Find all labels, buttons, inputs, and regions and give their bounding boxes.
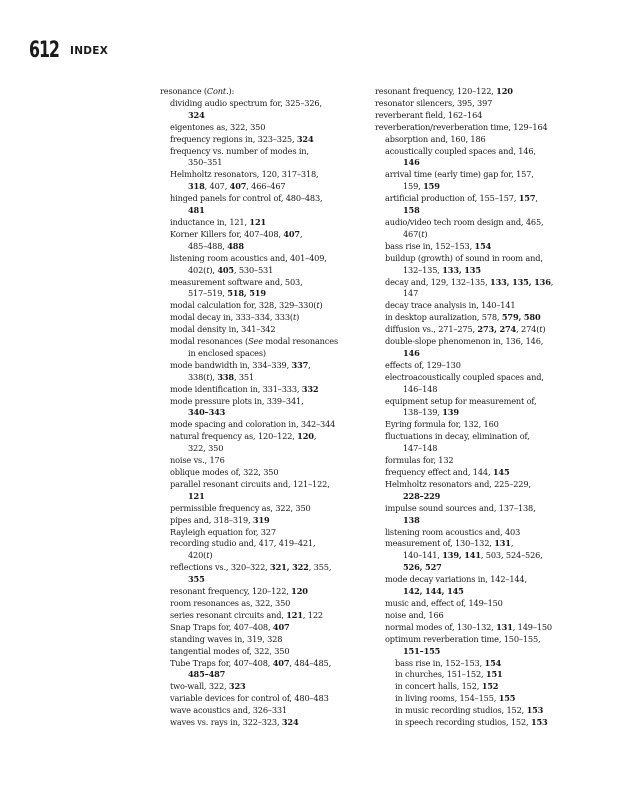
page-number: 612: [29, 38, 59, 63]
index-page-ref: 133, 135, 136: [490, 276, 551, 287]
index-text: modal density in, 341–342: [170, 324, 276, 335]
index-entry: [160, 467, 390, 479]
index-text: mode decay variations in, 142–144,: [385, 574, 527, 585]
index-page-ref: 407: [283, 228, 300, 239]
index-entry: [375, 538, 605, 550]
index-text: ): [424, 228, 428, 239]
index-column-left: [160, 86, 390, 729]
index-page-ref: 154: [474, 240, 492, 251]
index-page-ref: 120: [496, 86, 513, 96]
index-page-ref: 146: [403, 157, 420, 168]
index-text: 402(: [188, 264, 207, 275]
index-text: t: [292, 312, 297, 323]
index-entry: [375, 455, 605, 467]
index-text: resonator silencers, 395, 397: [375, 97, 493, 108]
index-entry: [375, 86, 605, 98]
index-entry: [375, 300, 605, 312]
index-text: ,: [510, 538, 514, 549]
index-entry: [160, 217, 390, 229]
index-entry: [160, 503, 390, 515]
index-text: Rayleigh equation for, 327: [170, 526, 276, 537]
index-text: in music recording studios, 152,: [395, 705, 527, 716]
index-page-ref: 146: [403, 347, 420, 358]
index-text: reflections vs., 320–322,: [170, 562, 271, 573]
index-entry: [160, 372, 390, 384]
index-text: ): [542, 324, 546, 335]
index-text: artificial production of, 155–157,: [385, 193, 519, 204]
index-entry: [375, 169, 605, 181]
index-page-ref: 152: [481, 681, 499, 692]
index-entry: [375, 324, 605, 336]
index-entry: [160, 455, 390, 467]
index-page-ref: 131: [496, 621, 513, 632]
index-page-ref: 153: [530, 717, 548, 728]
index-entry: [160, 157, 390, 169]
index-entry: [375, 181, 605, 193]
index-text: ,: [550, 276, 554, 287]
index-entry: [375, 360, 605, 372]
index-entry: [160, 324, 390, 336]
index-entry: [375, 681, 605, 693]
index-text: ):: [228, 86, 235, 96]
index-entry: [160, 384, 390, 396]
index-page-ref: 340–343: [188, 407, 226, 418]
index-text: acoustically coupled spaces and, 146,: [385, 145, 536, 156]
index-text: Snap Traps for, 407–408,: [170, 621, 273, 632]
index-entry: [375, 610, 605, 622]
index-text: ): [319, 300, 323, 311]
index-text: ): [296, 312, 300, 323]
index-page-ref: 138: [403, 514, 420, 525]
index-entry: [160, 717, 390, 729]
index-text: 338(: [188, 371, 207, 382]
index-text: ,: [535, 193, 538, 204]
index-entry: [375, 717, 605, 729]
index-page-ref: 319: [252, 514, 270, 525]
index-text: music and, effect of, 149–150: [385, 597, 503, 608]
index-page-ref: 121: [188, 490, 205, 501]
index-entry: [160, 134, 390, 146]
index-entry: [375, 515, 605, 527]
index-text: frequency regions in, 323–325,: [170, 133, 297, 144]
index-text: frequency vs. number of modes in,: [170, 145, 309, 156]
index-text: t: [421, 228, 425, 239]
index-text: 132–135,: [403, 264, 443, 275]
index-entry: [160, 169, 390, 181]
index-entry: [375, 479, 605, 491]
index-text: mode bandwidth in, 334–339,: [170, 359, 292, 370]
index-text: , 274(: [516, 324, 540, 335]
index-entry: [375, 646, 605, 658]
index-page-ref: 139, 141: [442, 550, 481, 561]
index-text: natural frequency as, 120–122,: [170, 431, 298, 442]
index-text: 147: [403, 288, 419, 299]
index-text: 485–488,: [188, 240, 228, 251]
index-text: , 149–150: [512, 621, 552, 632]
index-page-ref: 157: [518, 193, 536, 204]
index-text: variable devices for control of, 480–483: [170, 693, 329, 704]
index-entry: [160, 622, 390, 634]
index-entry: [160, 205, 390, 217]
index-text: optimum reverberation time, 150–155,: [385, 633, 541, 644]
index-entry: [375, 146, 605, 158]
index-text: pipes and, 318–319,: [170, 514, 253, 525]
index-text: Tube Traps for, 407–408,: [170, 657, 273, 668]
index-entry: [375, 443, 605, 455]
index-entry: [375, 407, 605, 419]
index-entry: [160, 586, 390, 598]
index-text: fluctuations in decay, elimination of,: [385, 431, 530, 442]
index-text: , 503, 524–526,: [480, 550, 543, 561]
index-page-ref: 151–155: [403, 645, 441, 656]
index-text: resonant frequency, 120–122,: [375, 86, 497, 96]
index-entry: [160, 658, 390, 670]
index-entry: [375, 110, 605, 122]
index-entry: [375, 384, 605, 396]
index-text: mode identification in, 331–333,: [170, 383, 302, 394]
index-entry: [375, 98, 605, 110]
index-entry: [160, 491, 390, 503]
index-text: two-wall, 322,: [170, 681, 229, 692]
index-entry: [160, 527, 390, 539]
index-text: arrival time (early time) gap for, 157,: [385, 169, 534, 180]
index-entry: [160, 110, 390, 122]
index-entry: [375, 574, 605, 586]
index-text: t: [206, 264, 210, 275]
index-text: 147–148: [403, 443, 438, 454]
index-entry: [375, 467, 605, 479]
index-entry: [375, 336, 605, 348]
index-text: ),: [209, 264, 218, 275]
index-entry: [375, 205, 605, 217]
index-text: , 466–467: [246, 181, 286, 192]
index-page-ref: 518, 519: [227, 288, 266, 299]
index-entry: [375, 527, 605, 539]
index-text: 322, 350: [188, 443, 224, 454]
index-page-ref: 145: [492, 467, 510, 477]
index-entry: [160, 705, 390, 717]
index-entry: [375, 705, 605, 717]
index-entry: [375, 431, 605, 443]
index-entry: [375, 396, 605, 408]
index-entry: [375, 562, 605, 574]
index-entry: [375, 265, 605, 277]
index-entry: [160, 443, 390, 455]
index-entry: [375, 288, 605, 300]
index-entry: [375, 134, 605, 146]
index-entry: [160, 265, 390, 277]
index-text: audio/video tech room design and, 465,: [385, 216, 544, 227]
index-entry: [160, 610, 390, 622]
index-text: room resonances as, 322, 350: [170, 597, 291, 608]
index-text: modal resonances: [262, 336, 338, 347]
index-entry: [160, 396, 390, 408]
index-text: reverberant field, 162–164: [375, 109, 483, 120]
index-entry: [375, 122, 605, 134]
index-text: resonance (: [160, 86, 207, 96]
index-text: in concert halls, 152,: [395, 681, 482, 692]
index-entry: [160, 181, 390, 193]
index-text: noise vs., 176: [170, 455, 225, 466]
index-text: ): [209, 550, 213, 561]
index-text: in living rooms, 154–155,: [395, 693, 499, 704]
index-entry: [375, 312, 605, 324]
index-text: double-slope phenomenon in, 136, 146,: [385, 336, 544, 347]
index-entry: [375, 503, 605, 515]
index-page-ref: 579, 580: [501, 312, 541, 323]
index-text: listening room acoustics and, 401–409,: [170, 252, 327, 263]
index-text: bass rise in, 152–153,: [385, 240, 475, 251]
index-text: modal calculation for, 328, 329–330(: [170, 300, 317, 311]
index-text: absorption and, 160, 186: [385, 133, 486, 144]
index-page-ref: 323: [228, 681, 246, 692]
index-page-ref: 318: [188, 181, 205, 192]
index-text: Eyring formula for, 132, 160: [385, 419, 499, 430]
index-entry: [375, 669, 605, 681]
index-page-ref: 131: [494, 538, 511, 549]
index-entry: [160, 419, 390, 431]
index-page-ref: 121: [286, 609, 303, 620]
index-text: diffusion vs., 271–275,: [385, 324, 478, 335]
index-text: t: [206, 550, 210, 561]
index-entry: [375, 253, 605, 265]
index-entry: [375, 693, 605, 705]
index-text: modal resonances (: [170, 336, 249, 347]
index-entry: [160, 241, 390, 253]
index-entry: [375, 372, 605, 384]
index-text: in enclosed spaces): [188, 347, 266, 358]
index-text: measurement software and, 503,: [170, 276, 303, 287]
index-entry: [160, 312, 390, 324]
index-page-ref: 407: [272, 657, 290, 668]
index-text: 140–141,: [403, 550, 443, 561]
index-page-ref: 337: [291, 359, 309, 370]
index-text: waves vs. rays in, 322–323,: [170, 717, 282, 728]
index-entry: [375, 491, 605, 503]
index-column-right: [375, 86, 605, 729]
index-text: Helmholtz resonators and, 225–229,: [385, 478, 531, 489]
index-text: 467(: [403, 228, 422, 239]
index-text: ,: [313, 431, 317, 442]
index-text: noise and, 166: [385, 609, 444, 620]
index-page-ref: 405: [217, 264, 234, 275]
index-page-ref: 407: [272, 621, 290, 632]
index-entry: [375, 550, 605, 562]
index-text: 420(: [188, 550, 207, 561]
index-page-ref: 159: [423, 181, 440, 192]
index-entry: [375, 348, 605, 360]
index-entry: [375, 241, 605, 253]
index-text: effects of, 129–130: [385, 359, 461, 370]
index-text: parallel resonant circuits and, 121–122,: [170, 478, 330, 489]
index-text: wave acoustics and, 326–331: [170, 705, 288, 716]
index-entry: [160, 336, 390, 348]
index-page-ref: 139: [442, 407, 459, 418]
index-entry: [160, 86, 390, 98]
index-text: 138–139,: [403, 407, 443, 418]
index-page-ref: 228–229: [403, 490, 441, 501]
index-page-ref: 526, 527: [403, 562, 442, 573]
index-page-ref: 332: [301, 383, 319, 394]
index-text: normal modes of, 130–132,: [385, 621, 497, 632]
index-entry: [160, 515, 390, 527]
index-entry: [160, 122, 390, 134]
index-page-ref: 154: [484, 657, 502, 668]
index-page-ref: 273, 274: [477, 324, 517, 335]
index-text: hinged panels for control of, 480–483,: [170, 193, 323, 204]
index-text: buildup (growth) of sound in room and,: [385, 252, 543, 263]
index-entry: [160, 193, 390, 205]
index-text: t: [539, 324, 543, 335]
index-text: measurement of, 130–132,: [385, 538, 495, 549]
index-entry: [160, 407, 390, 419]
index-entry: [160, 360, 390, 372]
index-text: listening room acoustics and, 403: [385, 526, 521, 537]
index-entry: [160, 253, 390, 265]
index-entry: [160, 277, 390, 289]
index-text: , 351: [233, 371, 255, 382]
index-text: in speech recording studios, 152,: [395, 717, 531, 728]
index-page-ref: 324: [188, 109, 205, 120]
index-page-ref: 151: [485, 669, 503, 680]
index-entry: [375, 193, 605, 205]
index-entry: [160, 562, 390, 574]
index-page-ref: 324: [281, 717, 299, 728]
index-text: 517–519,: [188, 288, 228, 299]
index-page-ref: 133, 135: [442, 264, 481, 275]
index-entry: [160, 98, 390, 110]
index-entry: [160, 550, 390, 562]
page-header-title: INDEX: [70, 45, 109, 57]
index-entry: [375, 217, 605, 229]
index-page-ref: 485–487: [188, 669, 226, 680]
index-entry: [160, 574, 390, 586]
index-entry: [375, 157, 605, 169]
index-page-ref: 324: [296, 133, 314, 144]
index-text: t: [206, 371, 210, 382]
index-entry: [160, 646, 390, 658]
index-entry: [375, 419, 605, 431]
index-page-ref: 158: [403, 205, 420, 216]
index-text: Helmholtz resonators, 120, 317–318,: [170, 169, 319, 180]
index-text: inductance in, 121,: [170, 216, 250, 227]
index-page-ref: 338: [217, 371, 234, 382]
index-entry: [160, 348, 390, 360]
index-entry: [375, 277, 605, 289]
index-text: , 355,: [308, 562, 332, 573]
index-text: modal decay in, 333–334, 333(: [170, 312, 293, 323]
index-text: Korner Killers for, 407–408,: [170, 228, 284, 239]
index-text: in churches, 151–152,: [395, 669, 486, 680]
index-page-ref: 481: [188, 205, 205, 216]
index-text: , 407,: [204, 181, 230, 192]
index-page-ref: 120: [297, 431, 314, 442]
index-text: decay and, 129, 132–135,: [385, 276, 491, 287]
index-text: eigentones as, 322, 350: [170, 121, 266, 132]
index-text: resonant frequency, 120–122,: [170, 586, 292, 597]
index-entry: [160, 693, 390, 705]
index-text: in desktop auralization, 578,: [385, 312, 502, 323]
index-text: ,: [299, 228, 303, 239]
index-page-ref: 155: [498, 693, 516, 704]
index-entry: [160, 538, 390, 550]
index-page-ref: 407: [229, 181, 247, 192]
index-entry: [160, 681, 390, 693]
index-entry: [160, 669, 390, 681]
index-entry: [375, 586, 605, 598]
index-page-ref: 120: [291, 586, 308, 597]
index-text: recording studio and, 417, 419–421,: [170, 538, 316, 549]
index-page-ref: 355: [188, 574, 205, 585]
index-entry: [375, 658, 605, 670]
index-text: equipment setup for measurement of,: [385, 395, 537, 406]
index-text: t: [316, 300, 320, 311]
index-text: permissible frequency as, 322, 350: [170, 502, 311, 513]
index-text: 350–351: [188, 157, 223, 168]
index-text: series resonant circuits and,: [170, 609, 287, 620]
index-entry: [160, 300, 390, 312]
index-text: , 484–485,: [289, 657, 332, 668]
index-text: dividing audio spectrum for, 325–326,: [170, 97, 322, 108]
index-text: standing waves in, 319, 328: [170, 633, 283, 644]
index-text: Cont.: [206, 86, 229, 96]
index-entry: [375, 229, 605, 241]
index-entry: [160, 229, 390, 241]
index-entry: [160, 634, 390, 646]
index-page-ref: 321, 322: [270, 562, 309, 573]
index-page-ref: 153: [526, 705, 544, 716]
index-text: ,: [308, 359, 311, 370]
index-text: formulas for, 132: [385, 455, 454, 466]
index-text: ),: [209, 371, 218, 382]
index-page-ref: 121: [249, 216, 267, 227]
index-text: frequency effect and, 144,: [385, 467, 493, 477]
index-text: See: [248, 336, 263, 347]
index-entry: [160, 288, 390, 300]
index-page-ref: 142, 144, 145: [403, 586, 464, 597]
index-text: 159,: [403, 181, 424, 192]
index-text: , 530–531: [233, 264, 274, 275]
index-text: 146–148: [403, 383, 438, 394]
index-text: tangential modes of, 322, 350: [170, 645, 290, 656]
index-entry: [160, 598, 390, 610]
index-entry: [375, 598, 605, 610]
index-entry: [375, 622, 605, 634]
index-text: bass rise in, 152–153,: [395, 657, 485, 668]
index-entry: [160, 479, 390, 491]
index-entry: [160, 146, 390, 158]
index-text: electroacoustically coupled spaces and,: [385, 371, 544, 382]
index-text: mode spacing and coloration in, 342–344: [170, 419, 336, 430]
index-entry: [375, 634, 605, 646]
index-entry: [160, 431, 390, 443]
index-text: decay trace analysis in, 140–141: [385, 300, 516, 311]
index-text: impulse sound sources and, 137–138,: [385, 502, 536, 513]
index-text: , 122: [302, 609, 323, 620]
index-text: reverberation/reverberation time, 129–164: [375, 121, 548, 132]
index-text: mode pressure plots in, 339–341,: [170, 395, 304, 406]
index-text: oblique modes of, 322, 350: [170, 467, 279, 477]
index-page-ref: 488: [227, 240, 244, 251]
